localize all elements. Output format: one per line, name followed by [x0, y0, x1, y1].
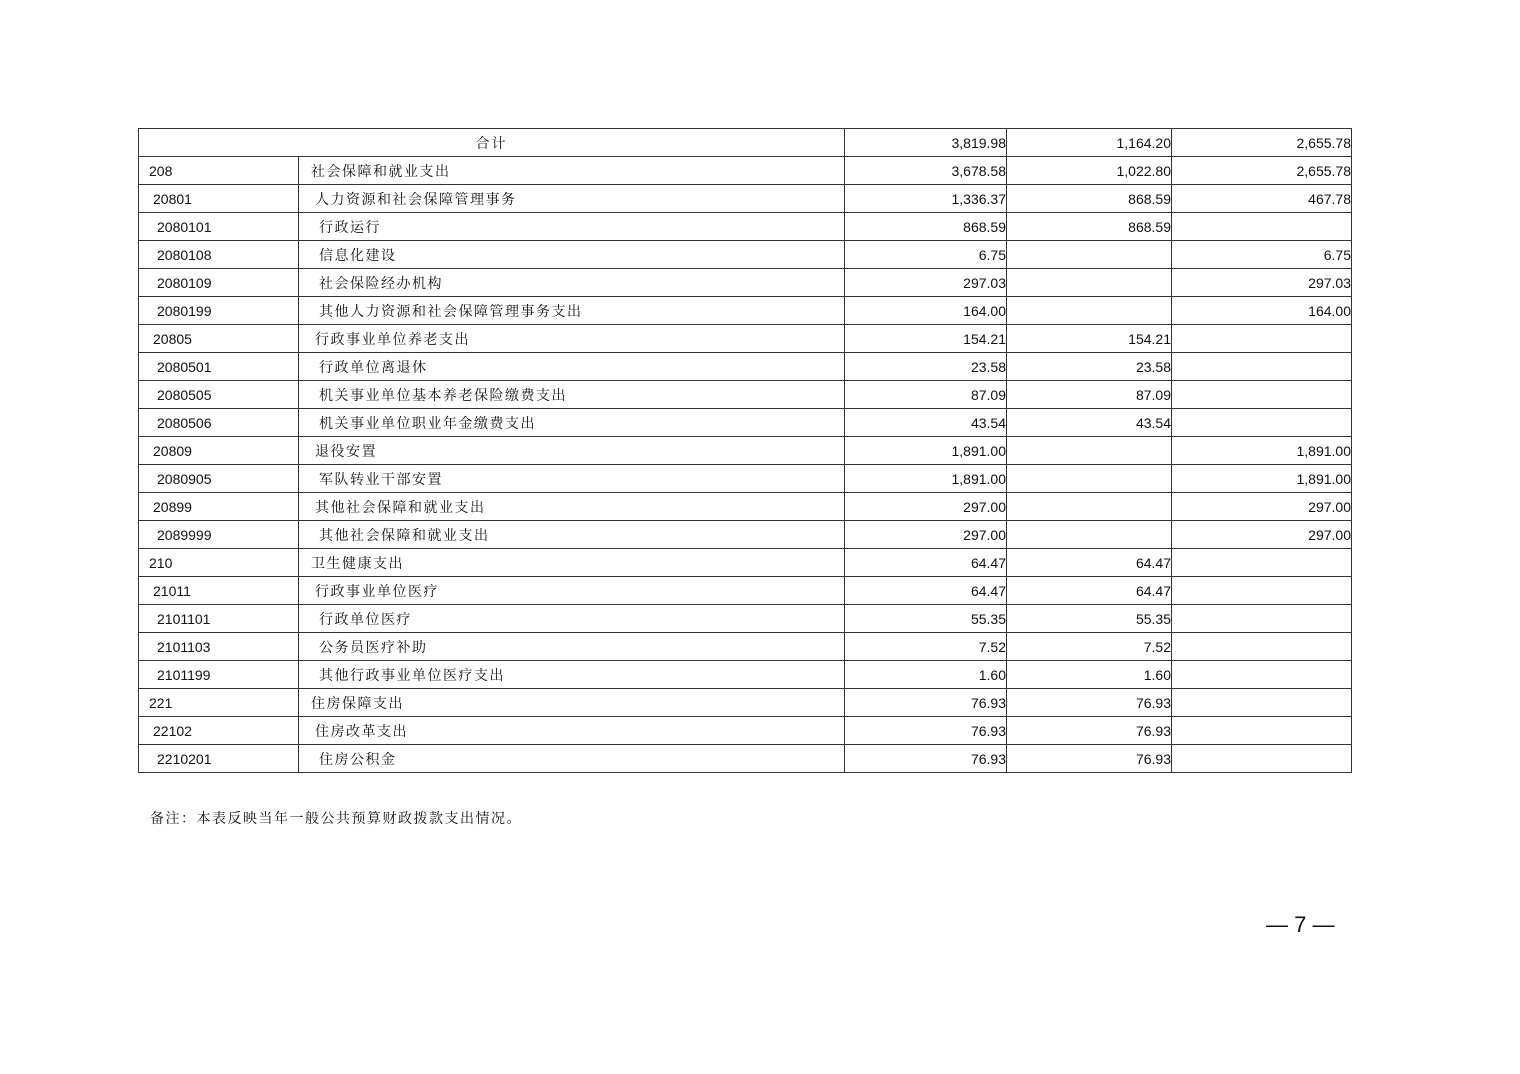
- amount-cell: 868.59: [1007, 213, 1172, 241]
- table-row: [139, 577, 1352, 605]
- amount-cell: 297.00: [1172, 493, 1352, 521]
- subject-name: 退役安置: [299, 437, 845, 465]
- amount-cell: [1007, 241, 1172, 269]
- amount-cell: 7.52: [1007, 633, 1172, 661]
- budget-table: [138, 128, 1352, 773]
- subject-name: 军队转业干部安置: [299, 465, 845, 493]
- table-row: [139, 661, 1352, 689]
- total-label: 合计: [139, 129, 845, 157]
- total-row: [139, 129, 1352, 157]
- amount-cell: [1007, 493, 1172, 521]
- amount-cell: 3,678.58: [845, 157, 1007, 185]
- table-row: [139, 269, 1352, 297]
- amount-cell: [1007, 269, 1172, 297]
- subject-code: 2210201: [139, 745, 299, 773]
- amount-cell: 868.59: [1007, 185, 1172, 213]
- amount-cell: 1,022.80: [1007, 157, 1172, 185]
- subject-code: 210: [139, 549, 299, 577]
- amount-cell: 76.93: [1007, 745, 1172, 773]
- subject-code: 2080101: [139, 213, 299, 241]
- subject-name: 住房改革支出: [299, 717, 845, 745]
- subject-name: 社会保险经办机构: [299, 269, 845, 297]
- amount-cell: 297.00: [845, 521, 1007, 549]
- amount-cell: 1,336.37: [845, 185, 1007, 213]
- subject-code: 2080506: [139, 409, 299, 437]
- subject-name: 信息化建设: [299, 241, 845, 269]
- amount-cell: [1172, 409, 1352, 437]
- amount-cell: [1172, 689, 1352, 717]
- amount-cell: 297.03: [1172, 269, 1352, 297]
- amount-cell: 1.60: [1007, 661, 1172, 689]
- subject-name: 住房保障支出: [299, 689, 845, 717]
- table-row: [139, 633, 1352, 661]
- amount-cell: 467.78: [1172, 185, 1352, 213]
- table-row: [139, 213, 1352, 241]
- amount-cell: 164.00: [845, 297, 1007, 325]
- table-row: [139, 437, 1352, 465]
- table-row: [139, 549, 1352, 577]
- amount-cell: 1,891.00: [845, 437, 1007, 465]
- subject-code: 21011: [139, 577, 299, 605]
- table-row: [139, 717, 1352, 745]
- table-row: [139, 521, 1352, 549]
- subject-name: 行政单位医疗: [299, 605, 845, 633]
- subject-code: 208: [139, 157, 299, 185]
- amount-cell: 76.93: [845, 745, 1007, 773]
- amount-cell: [1172, 717, 1352, 745]
- subject-code: 2101101: [139, 605, 299, 633]
- subject-code: 2101199: [139, 661, 299, 689]
- amount-cell: [1172, 577, 1352, 605]
- subject-code: 2080505: [139, 381, 299, 409]
- amount-cell: 64.47: [1007, 577, 1172, 605]
- amount-cell: [1172, 381, 1352, 409]
- table-row: [139, 325, 1352, 353]
- subject-name: 其他行政事业单位医疗支出: [299, 661, 845, 689]
- subject-name: 其他人力资源和社会保障管理事务支出: [299, 297, 845, 325]
- subject-code: 2089999: [139, 521, 299, 549]
- amount-cell: 87.09: [845, 381, 1007, 409]
- amount-cell: [1172, 745, 1352, 773]
- subject-name: 行政事业单位养老支出: [299, 325, 845, 353]
- subject-name: 行政单位离退休: [299, 353, 845, 381]
- amount-cell: 87.09: [1007, 381, 1172, 409]
- amount-cell: [1007, 437, 1172, 465]
- table-row: [139, 493, 1352, 521]
- subject-name: 机关事业单位职业年金缴费支出: [299, 409, 845, 437]
- table-row: [139, 241, 1352, 269]
- amount-cell: 76.93: [1007, 689, 1172, 717]
- amount-cell: 154.21: [1007, 325, 1172, 353]
- total-value: 3,819.98: [845, 129, 1007, 157]
- table-row: [139, 465, 1352, 493]
- subject-code: 20805: [139, 325, 299, 353]
- amount-cell: [1007, 465, 1172, 493]
- amount-cell: 154.21: [845, 325, 1007, 353]
- amount-cell: 1.60: [845, 661, 1007, 689]
- subject-name: 卫生健康支出: [299, 549, 845, 577]
- subject-name: 住房公积金: [299, 745, 845, 773]
- table-note: 备注：本表反映当年一般公共预算财政拨款支出情况。: [150, 811, 522, 827]
- amount-cell: [1172, 549, 1352, 577]
- subject-name: 机关事业单位基本养老保险缴费支出: [299, 381, 845, 409]
- amount-cell: 43.54: [845, 409, 1007, 437]
- table-row: [139, 157, 1352, 185]
- subject-name: 行政运行: [299, 213, 845, 241]
- page-number: — 7 —: [1266, 912, 1335, 937]
- amount-cell: 1,891.00: [845, 465, 1007, 493]
- amount-cell: 43.54: [1007, 409, 1172, 437]
- amount-cell: 55.35: [1007, 605, 1172, 633]
- subject-name: 其他社会保障和就业支出: [299, 493, 845, 521]
- amount-cell: 297.00: [1172, 521, 1352, 549]
- subject-code: 2080109: [139, 269, 299, 297]
- amount-cell: [1007, 521, 1172, 549]
- amount-cell: 297.03: [845, 269, 1007, 297]
- subject-code: 2080905: [139, 465, 299, 493]
- amount-cell: 64.47: [845, 577, 1007, 605]
- amount-cell: 23.58: [1007, 353, 1172, 381]
- amount-cell: [1172, 325, 1352, 353]
- amount-cell: [1172, 605, 1352, 633]
- table-row: [139, 353, 1352, 381]
- amount-cell: 64.47: [845, 549, 1007, 577]
- table-row: [139, 689, 1352, 717]
- table-row: [139, 297, 1352, 325]
- amount-cell: 64.47: [1007, 549, 1172, 577]
- amount-cell: 6.75: [1172, 241, 1352, 269]
- subject-code: 221: [139, 689, 299, 717]
- amount-cell: 868.59: [845, 213, 1007, 241]
- subject-code: 22102: [139, 717, 299, 745]
- amount-cell: 76.93: [845, 689, 1007, 717]
- table-row: [139, 409, 1352, 437]
- total-value: 2,655.78: [1172, 129, 1352, 157]
- subject-code: 2080199: [139, 297, 299, 325]
- subject-code: 20801: [139, 185, 299, 213]
- amount-cell: [1172, 661, 1352, 689]
- subject-code: 2101103: [139, 633, 299, 661]
- subject-name: 公务员医疗补助: [299, 633, 845, 661]
- subject-code: 2080108: [139, 241, 299, 269]
- table-row: [139, 185, 1352, 213]
- subject-code: 20899: [139, 493, 299, 521]
- subject-code: 20809: [139, 437, 299, 465]
- amount-cell: 2,655.78: [1172, 157, 1352, 185]
- subject-name: 社会保障和就业支出: [299, 157, 845, 185]
- amount-cell: 297.00: [845, 493, 1007, 521]
- table-row: [139, 381, 1352, 409]
- amount-cell: 55.35: [845, 605, 1007, 633]
- subject-code: 2080501: [139, 353, 299, 381]
- amount-cell: [1172, 353, 1352, 381]
- amount-cell: 6.75: [845, 241, 1007, 269]
- amount-cell: 76.93: [1007, 717, 1172, 745]
- amount-cell: 164.00: [1172, 297, 1352, 325]
- amount-cell: 7.52: [845, 633, 1007, 661]
- amount-cell: [1172, 633, 1352, 661]
- amount-cell: 1,891.00: [1172, 465, 1352, 493]
- table-row: [139, 745, 1352, 773]
- total-value: 1,164.20: [1007, 129, 1172, 157]
- amount-cell: 1,891.00: [1172, 437, 1352, 465]
- subject-name: 人力资源和社会保障管理事务: [299, 185, 845, 213]
- subject-name: 行政事业单位医疗: [299, 577, 845, 605]
- subject-name: 其他社会保障和就业支出: [299, 521, 845, 549]
- amount-cell: 23.58: [845, 353, 1007, 381]
- amount-cell: 76.93: [845, 717, 1007, 745]
- amount-cell: [1172, 213, 1352, 241]
- table-row: [139, 605, 1352, 633]
- amount-cell: [1007, 297, 1172, 325]
